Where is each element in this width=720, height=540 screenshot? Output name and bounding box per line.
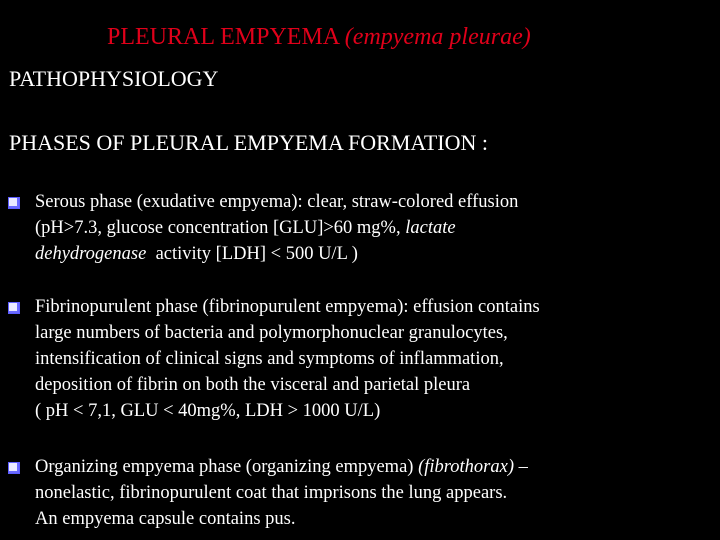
bullet-line (8, 454, 708, 480)
bullet-text: Serous phase (exudative empyema): clear, straw-colored effusion (35, 192, 519, 212)
bullet-text-italic: dehydrogenase (35, 244, 147, 264)
slide-title (107, 24, 707, 51)
bullet-text: Fibrinopurulent phase (fibrinopurulent empyema): effusion contains (35, 297, 540, 317)
bullet-text: ( pH < 7,1, GLU < 40mg%, LDH > 1000 U/L) (35, 401, 381, 421)
checkbox-bullet-icon (8, 197, 20, 209)
bullet-text: An empyema capsule contains pus. (35, 509, 296, 529)
bullet-text: activity [LDH] < 500 U/L ) (146, 244, 358, 264)
bullet-line (8, 294, 708, 320)
section-heading: PATHOPHYSIOLOGY (9, 66, 219, 91)
bullet-text-italic: lactate (405, 218, 456, 238)
bullet-line (8, 215, 708, 241)
bullet-organizing-phase (8, 454, 708, 532)
bullet-text: (pH>7.3, glucose concentration [GLU]>60 mg%, (35, 218, 406, 238)
bullet-line (8, 372, 708, 398)
bullet-line (8, 346, 708, 372)
bullet-line (8, 320, 708, 346)
checkbox-bullet-icon (8, 462, 20, 474)
phases-heading: PHASES OF PLEURAL EMPYEMA FORMATION : (9, 130, 488, 155)
bullet-line (8, 241, 708, 267)
title-latin: (empyema pleurae) (344, 24, 531, 50)
bullet-line (8, 506, 708, 532)
bullet-text: nonelastic, fibrinopurulent coat that imprisons the lung appears. (35, 483, 508, 503)
bullet-fibrinopurulent-phase (8, 294, 708, 424)
bullet-text: Organizing empyema phase (organizing empyema) (35, 457, 419, 477)
bullet-text: large numbers of bacteria and polymorphonuclear granulocytes, (35, 323, 508, 343)
bullet-text: deposition of fibrin on both the visceral and parietal pleura (35, 375, 471, 395)
bullet-serous-phase (8, 189, 708, 267)
bullet-line (8, 189, 708, 215)
checkbox-bullet-icon (8, 302, 20, 314)
title-main: PLEURAL EMPYEMA (107, 24, 345, 50)
bullet-line (8, 480, 708, 506)
bullet-text: intensification of clinical signs and symptoms of inflammation, (35, 349, 504, 369)
bullet-line (8, 398, 708, 424)
bullet-text: – (513, 457, 528, 477)
bullet-text-italic: (fibrothorax) (418, 457, 514, 477)
